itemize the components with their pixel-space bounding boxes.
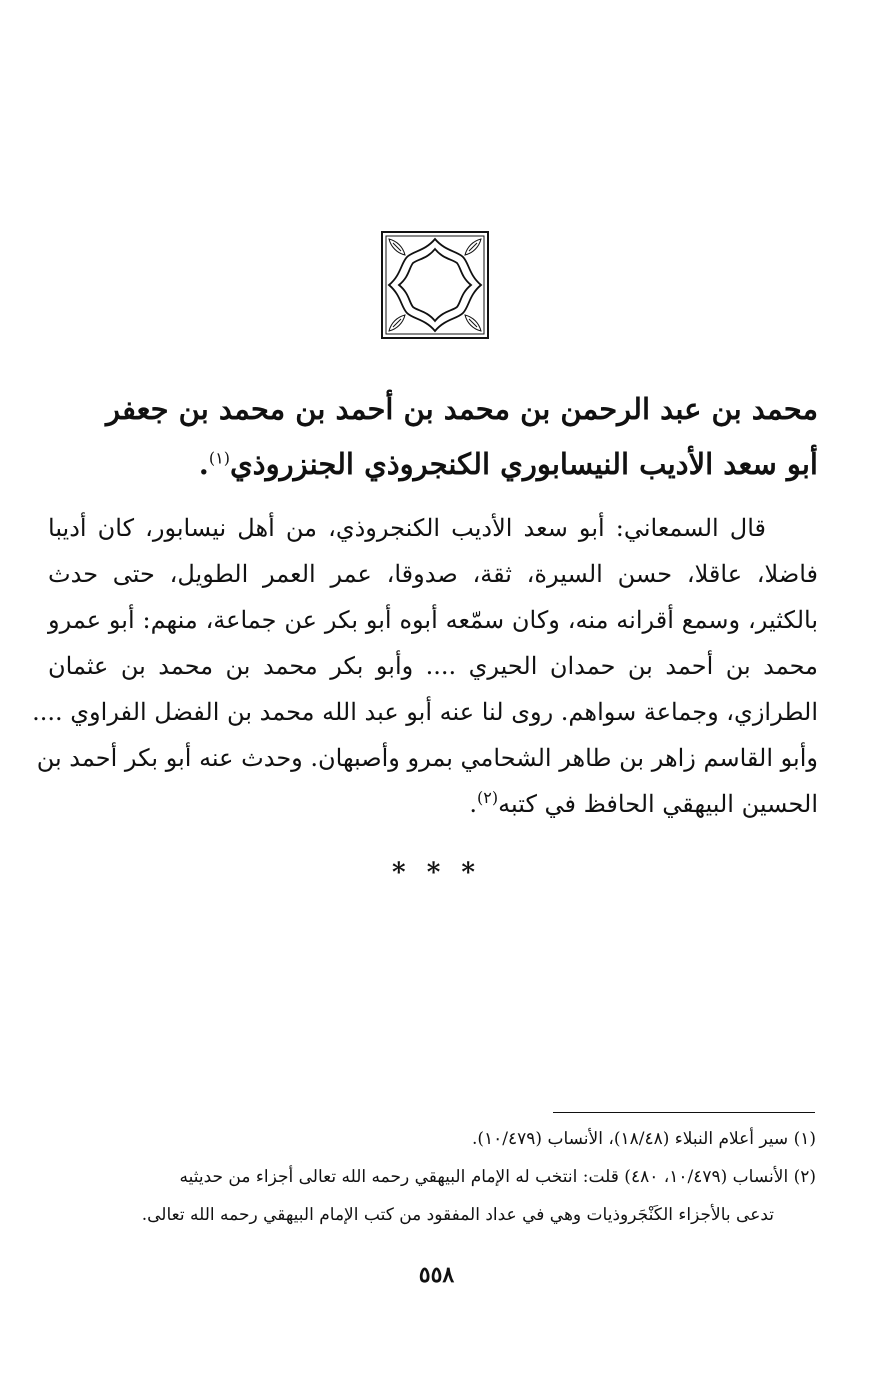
body-last-text: الحسين البيهقي الحافظ في كتبه [498,790,818,818]
body-paragraph [32,505,818,827]
body-line: قال السمعاني: أبو سعد الأديب الكنجروذي، من أهل نيسابور، كان أديبا [48,514,766,542]
title-text-1: محمد بن عبد الرحمن بن محمد بن أحمد بن محمد بن جعفر [105,392,818,426]
body-line-last [48,781,818,827]
footnote-2: (٢) الأنساب (١٠/٤٧٩، ٤٨٠) قلت: انتخب له الإمام البيهقي رحمه الله تعالى أجزاء من حديثيه [179,1167,816,1187]
section-separator: * * * [392,858,481,888]
page-number: ٥٥٨ [418,1262,455,1288]
footnote-2-continued: تدعى بالأجزاء الكَنْجَروذيات وهي في عداد المفقود من كتب الإمام البيهقي رحمه الله تعالى. [141,1205,774,1225]
footnote-ref-2[interactable]: (٢) [477,788,499,807]
title-text-2: أبو سعد الأديب النيسابوري الكنجروذي الجنزروذي [229,447,818,481]
body-line: بالكثير، وسمع أقرانه منه، وكان سمّعه أبوه أبو بكر عن جماعة، منهم: أبو عمرو [48,606,818,634]
entry-title-line-2 [60,447,818,481]
body-line: الطرازي، وجماعة سواهم. روى لنا عنه أبو عبد الله محمد بن الفضل الفراوي .... [32,698,818,726]
entry-title-line-1 [60,392,818,426]
footnote-1: (١) سير أعلام النبلاء (١٨/٤٨)، الأنساب (١٠/٤٧٩). [471,1129,816,1149]
footnotes [56,1120,816,1234]
title-end-punct: . [198,447,209,481]
body-line: فاضلا، عاقلا، حسن السيرة، ثقة، صدوقا، عمر العمر الطويل، حتى حدث [48,560,818,588]
body-line: وأبو القاسم زاهر بن طاهر الشحامي بمرو وأصبهان. وحدث عنه أبو بكر أحمد بن [36,744,818,772]
footnote-ref-1[interactable]: (١) [208,448,230,468]
footnote-rule [553,1112,815,1113]
body-line: محمد بن أحمد بن حمدان الحيري .... وأبو بكر محمد بن محمد بن عثمان [48,652,818,680]
body-end-punct: . [469,790,478,818]
ornament-icon [379,229,491,341]
